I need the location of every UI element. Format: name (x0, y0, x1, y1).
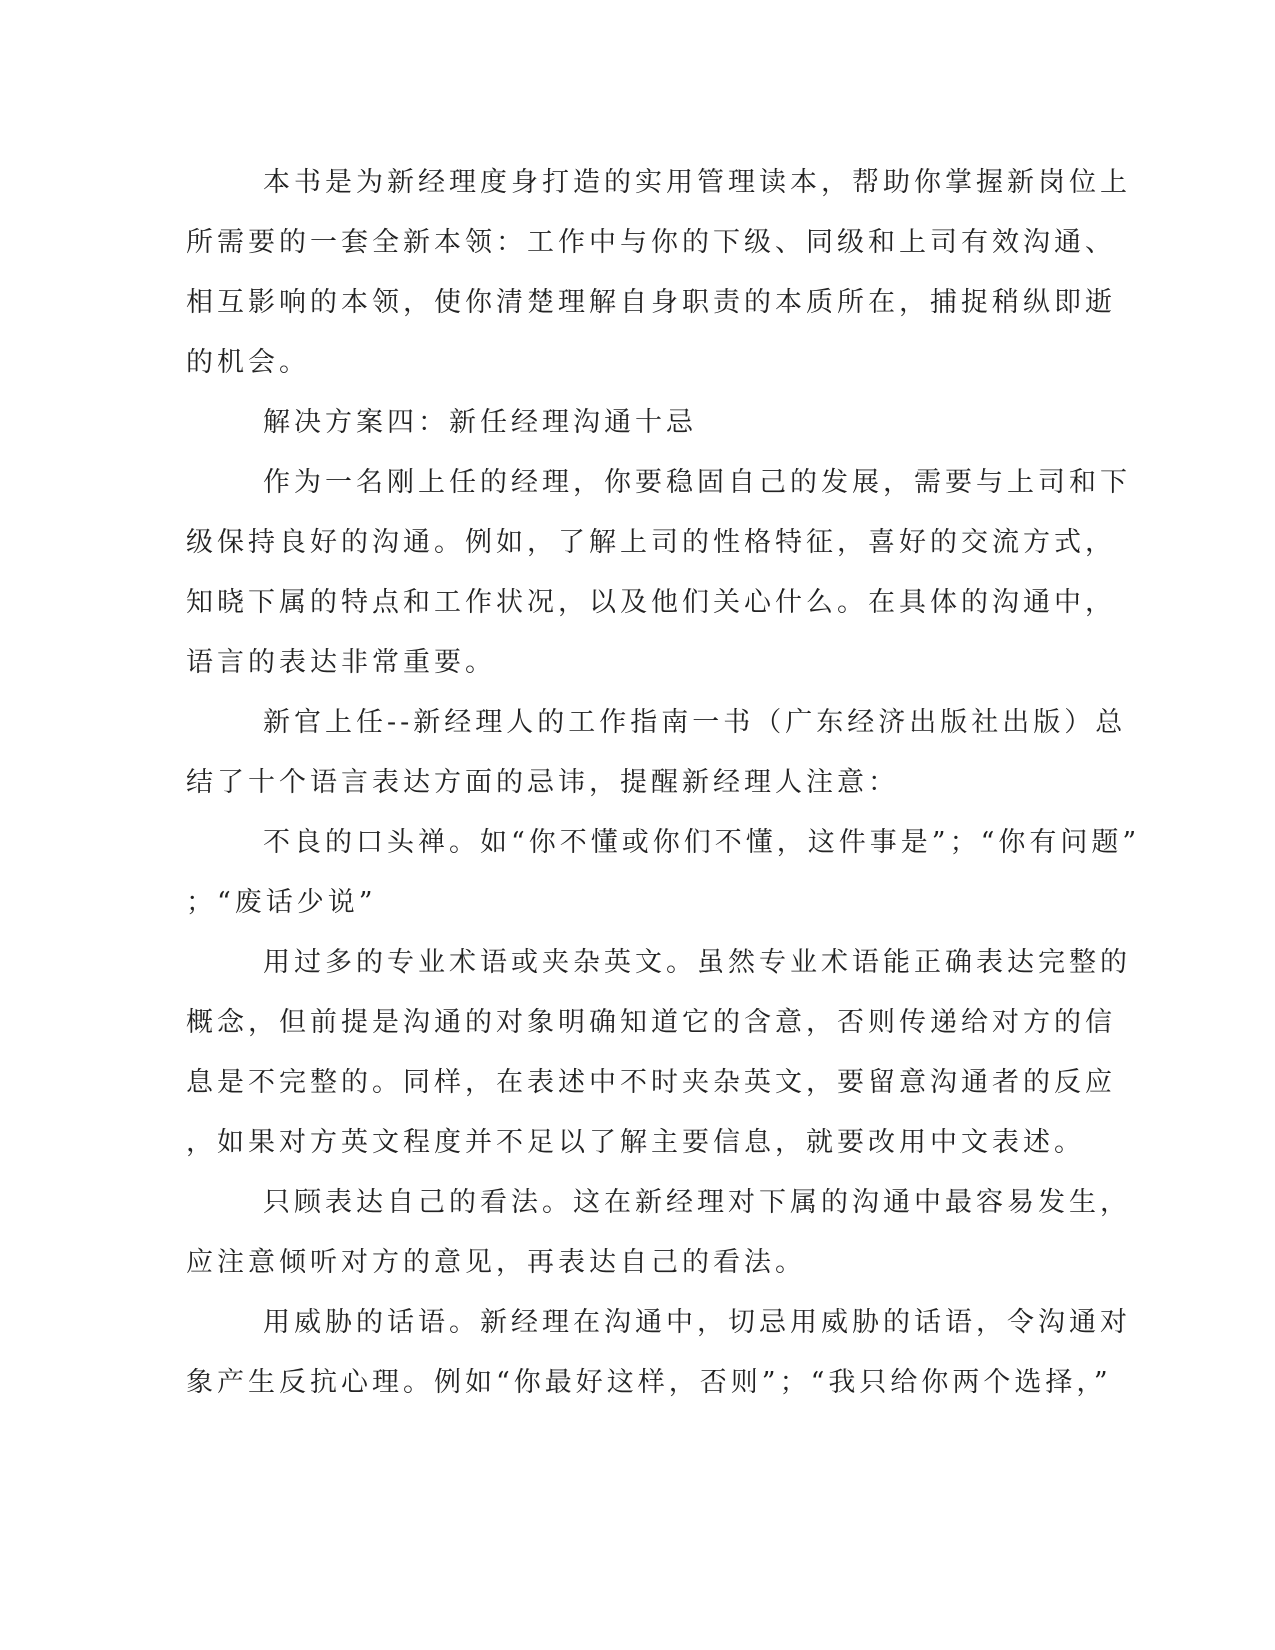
text-line: 结了十个语言表达方面的忌讳，提醒新经理人注意： (186, 767, 899, 798)
paragraph-intro (186, 153, 1131, 393)
text-line: 所需要的一套全新本领：工作中与你的下级、同级和上司有效沟通、 (186, 227, 1116, 258)
text-line: 概念，但前提是沟通的对象明确知道它的含意，否则传递给对方的信 (186, 1007, 1116, 1038)
paragraph-taboo-jargon (186, 933, 1131, 1173)
text-line: 知晓下属的特点和工作状况，以及他们关心什么。在具体的沟通中， (186, 587, 1116, 618)
heading-line: 解决方案四：新任经理沟通十忌 (263, 407, 697, 438)
paragraph-taboo-threats (186, 1293, 1131, 1413)
paragraph-taboo-catchphrase (186, 813, 1141, 933)
text-line: 语言的表达非常重要。 (186, 647, 496, 678)
text-line: 用过多的专业术语或夹杂英文。虽然专业术语能正确表达完整的 (263, 947, 1131, 978)
paragraph-new-manager (186, 453, 1131, 693)
text-line: 用威胁的话语。新经理在沟通中，切忌用威胁的话语，令沟通对 (263, 1307, 1131, 1338)
paragraph-taboo-own-views (186, 1173, 1131, 1293)
text-line: 不良的口头禅。如“你不懂或你们不懂，这件事是”；“你有问题” (263, 827, 1141, 858)
text-line: 的机会。 (186, 347, 310, 378)
text-line: 作为一名刚上任的经理，你要稳固自己的发展，需要与上司和下 (263, 467, 1131, 498)
text-line: 应注意倾听对方的意见，再表达自己的看法。 (186, 1247, 806, 1278)
text-line: 相互影响的本领，使你清楚理解自身职责的本质所在，捕捉稍纵即逝 (186, 287, 1116, 318)
text-line: 只顾表达自己的看法。这在新经理对下属的沟通中最容易发生， (263, 1187, 1131, 1218)
text-line: 级保持良好的沟通。例如，了解上司的性格特征，喜好的交流方式， (186, 527, 1116, 558)
text-line: ；“废话少说” (186, 887, 377, 918)
text-line: 象产生反抗心理。例如“你最好这样，否则”；“我只给你两个选择，” (186, 1367, 1112, 1398)
text-line: ，如果对方英文程度并不足以了解主要信息，就要改用中文表述。 (186, 1127, 1085, 1158)
text-line: 息是不完整的。同样，在表述中不时夹杂英文，要留意沟通者的反应 (186, 1067, 1116, 1098)
text-line: 新官上任--新经理人的工作指南一书（广东经济出版社出版）总 (263, 707, 1127, 738)
paragraph-book-reference (186, 693, 1127, 813)
section-heading (186, 393, 1086, 453)
text-line: 本书是为新经理度身打造的实用管理读本，帮助你掌握新岗位上 (263, 167, 1131, 198)
